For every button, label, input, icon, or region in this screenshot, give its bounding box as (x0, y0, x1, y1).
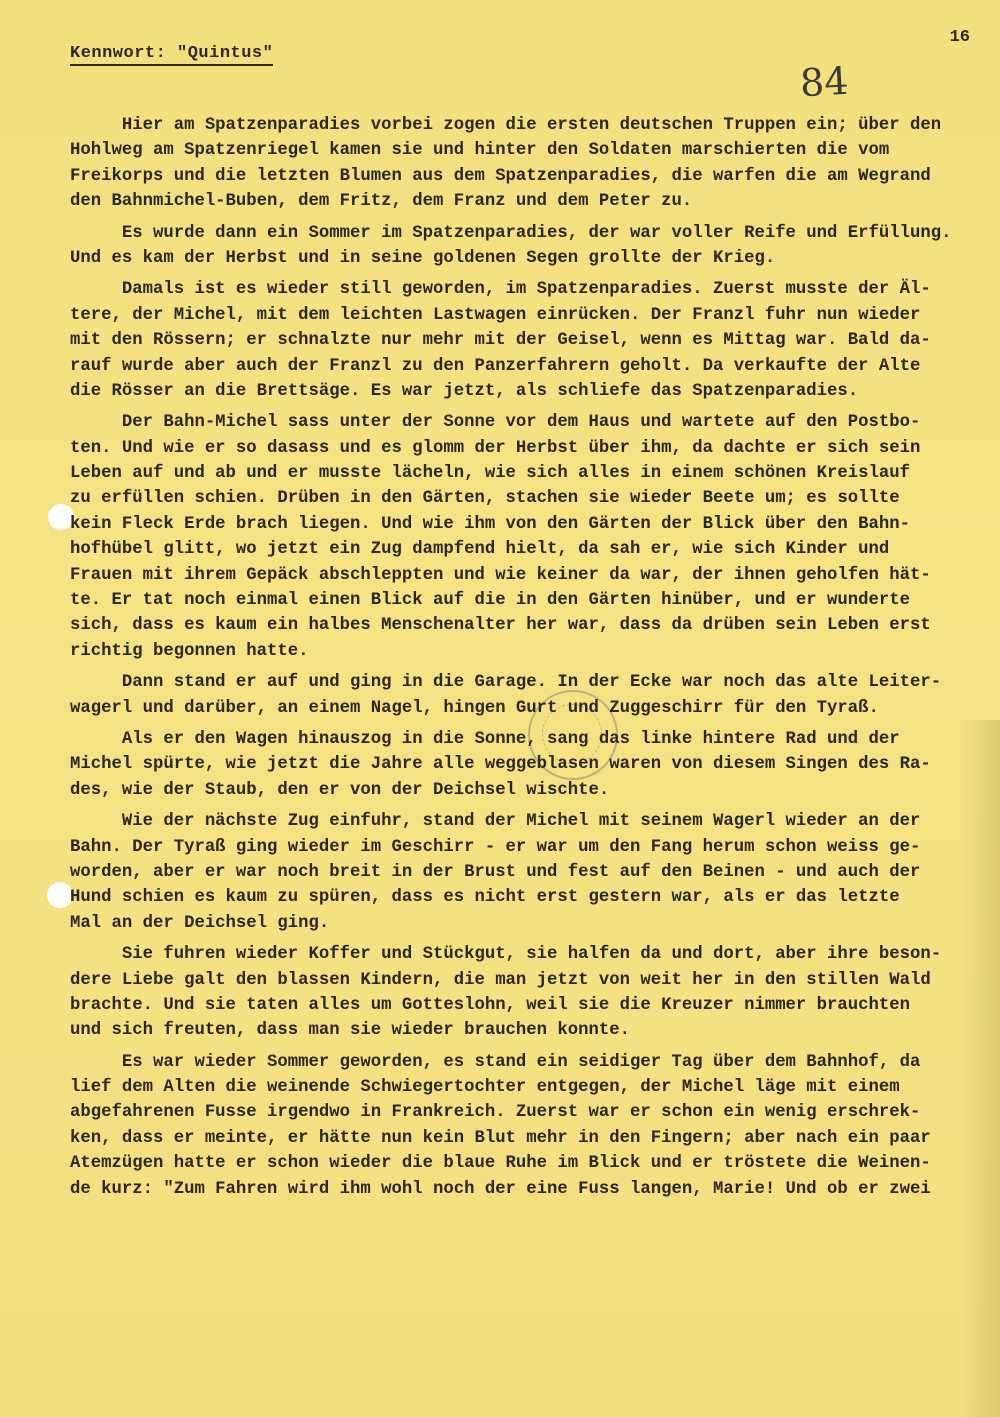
text-line: die Rösser an die Brettsäge. Es war jetzt, als schliefe das Spatzenparadies. (70, 381, 859, 401)
text-line: Bahn. Der Tyraß ging wieder im Geschirr - er war um den Fang herum schon weiss ge- (70, 837, 921, 857)
text-line: brachte. Und sie taten alles um Gotteslohn, weil sie die Kreuzer nimmer brauchten (70, 995, 911, 1015)
text-line: Sie fuhren wieder Koffer und Stückgut, sie halfen da und dort, aber ihre beson- (70, 945, 942, 965)
text-line: richtig begonnen hatte. (70, 641, 309, 661)
paragraph (70, 809, 975, 936)
text-line: hofhübel glitt, wo jetzt ein Zug dampfend hielt, da sah er, wie sich Kinder und (70, 540, 890, 560)
text-line: Wie der nächste Zug einfuhr, stand der Michel mit seinem Wagerl wieder an der (70, 812, 921, 832)
text-line: Es wurde dann ein Sommer im Spatzenparadies, der war voller Reife und Erfüllung. (70, 223, 952, 243)
text-line: kein Fleck Erde brach liegen. Und wie ihm von den Gärten der Blick über den Bahn- (70, 514, 911, 534)
text-line: Leben auf und ab und er musste lächeln, wie sich alles in einem schönen Kreislauf (70, 464, 911, 484)
paragraph (70, 1050, 975, 1202)
text-line: ten. Und wie er so dasass und es glomm der Herbst über ihm, da dachte er sich sein (70, 438, 921, 458)
paragraph (70, 221, 975, 272)
text-line: abgefahrenen Fusse irgendwo in Frankreich. Zuerst war er schon ein wenig erschrek- (70, 1103, 921, 1123)
text-line: Hier am Spatzenparadies vorbei zogen die ersten deutschen Truppen ein; über den (70, 116, 942, 135)
text-line: lief dem Alten die weinende Schwiegertochter entgegen, der Michel läge mit einem (70, 1078, 900, 1098)
paragraph (70, 410, 975, 664)
text-line: Als er den Wagen hinauszog in die Sonne, sang das linke hintere Rad und der (70, 729, 900, 749)
text-line: Der Bahn-Michel sass unter der Sonne vor dem Haus und wartete auf den Postbo- (70, 413, 921, 433)
text-line: Hund schien es kaum zu spüren, dass es nicht erst gestern war, als er das letzte (70, 888, 900, 908)
text-line: wagerl und darüber, an einem Nagel, hingen Gurt und Zuggeschirr für den Tyraß. (70, 698, 879, 718)
text-line: sich, dass es kaum ein halbes Menschenalter her war, dass da drüben sein Leben erst (70, 616, 931, 636)
text-line: Hohlweg am Spatzenriegel kamen sie und hinter den Soldaten marschierten die vom (70, 141, 890, 161)
paragraph (70, 670, 975, 721)
paragraph (70, 277, 975, 404)
header-label: Kennwort: "Quintus" (70, 44, 273, 66)
text-line: dere Liebe galt den blassen Kindern, die man jetzt von weit her in den stillen Wald (70, 970, 931, 990)
text-line: den Bahnmichel-Buben, dem Fritz, dem Franz und dem Peter zu. (70, 192, 693, 212)
text-line: Mal an der Deichsel ging. (70, 913, 330, 933)
text-line: ken, dass er meinte, er hätte nun kein Blut mehr in den Fingern; aber nach ein paar (70, 1128, 931, 1148)
text-line: Es war wieder Sommer geworden, es stand ein seidiger Tag über dem Bahnhof, da (70, 1052, 921, 1072)
text-line: de kurz: "Zum Fahren wird ihm wohl noch der eine Fuss langen, Marie! Und ob er zwei (70, 1179, 931, 1199)
text-line: Atemzügen hatte er schon wieder die blaue Ruhe im Blick und er tröstete die Weinen- (70, 1154, 931, 1174)
text-line: tere, der Michel, mit dem leichten Lastwagen einrücken. Der Franzl fuhr nun wieder (70, 305, 921, 325)
paragraph (70, 942, 975, 1044)
paragraph (70, 113, 975, 215)
page-number: 16 (949, 28, 970, 47)
handwritten-page-number: 84 (798, 58, 850, 106)
text-line: zu erfüllen schien. Drüben in den Gärten, stachen sie wieder Beete um; es sollte (70, 489, 900, 509)
paragraph (70, 727, 975, 803)
text-line: Dann stand er auf und ging in die Garage. In der Ecke war noch das alte Leiter- (70, 673, 942, 693)
text-line: rauf wurde aber auch der Franzl zu den Panzerfahrern geholt. Da verkaufte der Alte (70, 356, 921, 376)
text-line: Und es kam der Herbst und in seine goldenen Segen grollte der Krieg. (70, 248, 776, 268)
text-line: Freikorps und die letzten Blumen aus dem Spatzenparadies, die warfen die am Wegrand (70, 166, 931, 186)
text-line: Michel spürte, wie jetzt die Jahre alle weggeblasen waren von diesem Singen des Ra- (70, 755, 931, 775)
text-line: te. Er tat noch einmal einen Blick auf die in den Gärten hinüber, und er wunderte (70, 591, 911, 611)
text-line: Frauen mit ihrem Gepäck abschleppten und wie keiner da war, der ihnen geholfen hät- (70, 565, 931, 585)
text-line: des, wie der Staub, den er von der Deichsel wischte. (70, 780, 610, 800)
text-line: mit den Rössern; er schnalzte nur mehr mit der Geisel, wenn es Mittag war. Bald da- (70, 331, 931, 351)
text-line: und sich freuten, dass man sie wieder brauchen konnte. (70, 1021, 631, 1041)
body-text (70, 113, 975, 1202)
text-line: Damals ist es wieder still geworden, im Spatzenparadies. Zuerst musste der Äl- (70, 280, 931, 300)
text-line: worden, aber er war noch breit in der Brust und fest auf den Beinen - und auch der (70, 862, 921, 882)
